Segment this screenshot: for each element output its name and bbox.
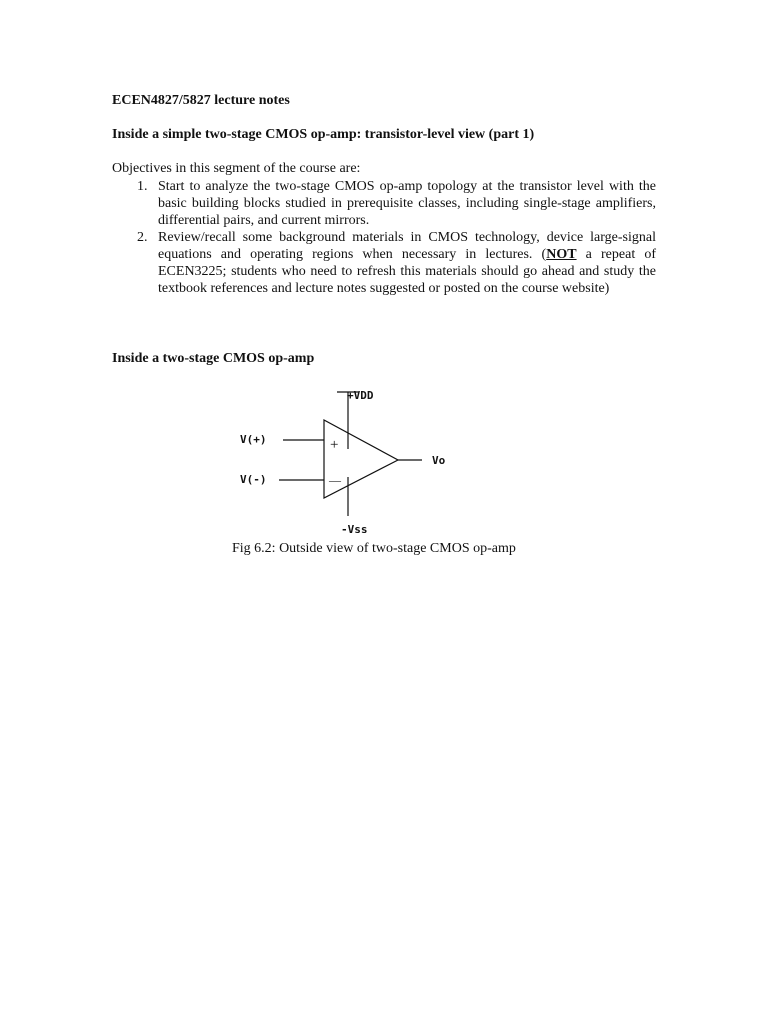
objective-number: 1.: [137, 179, 148, 194]
objective-item: [112, 178, 656, 229]
objective-number: 2.: [137, 230, 148, 245]
vplus-label: V(+): [240, 433, 267, 446]
objectives-list: [112, 178, 656, 297]
objective-emphasis: NOT: [546, 247, 577, 262]
figure-caption: Fig 6.2: Outside view of two-stage CMOS op-amp: [232, 541, 516, 556]
vdd-label: +VDD: [347, 389, 374, 402]
objectives-intro: Objectives in this segment of the course are:: [112, 161, 361, 176]
op-amp-diagram: [225, 385, 465, 540]
vo-label: Vo: [432, 454, 446, 467]
op-amp-figure: [225, 385, 465, 540]
minus-sign: —: [329, 473, 341, 487]
vss-label: -Vss: [341, 523, 368, 536]
lecture-title: Inside a simple two-stage CMOS op-amp: transistor-level view (part 1): [112, 127, 535, 142]
course-heading: ECEN4827/5827 lecture notes: [112, 93, 290, 108]
plus-sign: +: [330, 437, 339, 453]
objective-text-after: a repeat of ECEN3225; students who need to refresh this materials should go ahead and study the textbook references and lecture notes suggested or posted on the course website): [158, 247, 656, 296]
vminus-label: V(-): [240, 473, 267, 486]
objective-text: Start to analyze the two-stage CMOS op-amp topology at the transistor level with the basic building blocks studied in prerequisite classes, including single-stage amplifiers, differential pairs, and current mirrors.: [158, 179, 656, 228]
objective-item: [112, 229, 656, 297]
objective-text-before: Review/recall some background materials in CMOS technology, device large-signal equations and operating regions when necessary in lectures. (: [158, 230, 656, 262]
section-heading: Inside a two-stage CMOS op-amp: [112, 351, 315, 366]
